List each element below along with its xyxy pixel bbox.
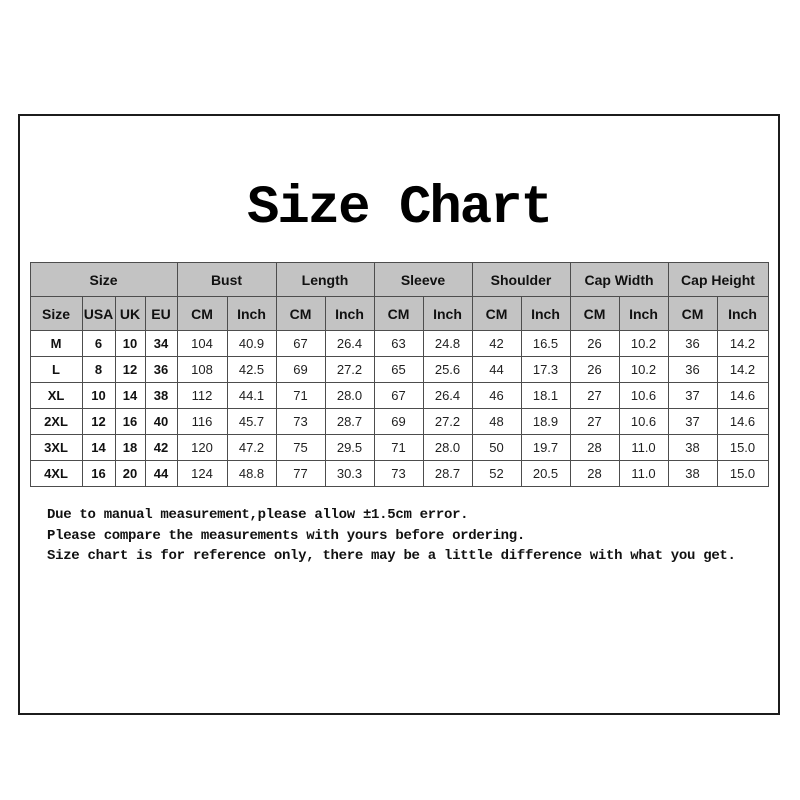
table-cell: 44 [145,461,177,487]
table-cell: 71 [374,435,423,461]
table-cell: 28.0 [423,435,472,461]
group-header-cell: Bust [177,263,276,297]
table-cell: 46 [472,383,521,409]
note-line: Due to manual measurement,please allow ±1.5cm error. [47,507,469,523]
subheader-cell: CM [668,297,717,331]
table-header [30,263,768,331]
table-cell: 10 [115,331,145,357]
table-cell: 3XL [30,435,82,461]
group-header-cell: Size [30,263,177,297]
group-header-cell: Cap Width [570,263,668,297]
table-cell: 2XL [30,409,82,435]
table-cell: 116 [177,409,227,435]
table-cell: 48.8 [227,461,276,487]
table-row [30,383,768,409]
table-cell: 36 [145,357,177,383]
table-cell: 24.8 [423,331,472,357]
table-cell: 36 [668,357,717,383]
table-cell: 36 [668,331,717,357]
table-row [30,435,768,461]
table-cell: 47.2 [227,435,276,461]
measurement-notes [47,505,778,567]
table-cell: 38 [668,435,717,461]
table-cell: 69 [276,357,325,383]
table-cell: 14 [82,435,115,461]
table-cell: 16.5 [521,331,570,357]
table-subheader-row [30,297,768,331]
table-cell: 26.4 [325,331,374,357]
subheader-cell: Inch [423,297,472,331]
table-cell: 14.2 [717,331,768,357]
table-cell: 75 [276,435,325,461]
table-cell: 15.0 [717,435,768,461]
table-cell: 42 [472,331,521,357]
table-cell: 29.5 [325,435,374,461]
table-cell: 10.6 [619,409,668,435]
table-cell: 14.2 [717,357,768,383]
table-cell: 37 [668,383,717,409]
table-cell: 18 [115,435,145,461]
table-cell: 4XL [30,461,82,487]
table-group-header-row [30,263,768,297]
table-cell: 71 [276,383,325,409]
subheader-cell: Inch [521,297,570,331]
subheader-cell: CM [570,297,619,331]
table-cell: 73 [374,461,423,487]
table-cell: 44.1 [227,383,276,409]
table-row [30,409,768,435]
table-cell: 69 [374,409,423,435]
table-cell: 124 [177,461,227,487]
table-row [30,357,768,383]
table-row [30,331,768,357]
table-cell: 67 [276,331,325,357]
table-cell: 44 [472,357,521,383]
table-cell: 18.1 [521,383,570,409]
table-cell: 17.3 [521,357,570,383]
table-cell: 28.7 [423,461,472,487]
table-cell: 28 [570,435,619,461]
table-cell: 25.6 [423,357,472,383]
table-cell: 14 [115,383,145,409]
table-cell: 28.7 [325,409,374,435]
table-cell: 63 [374,331,423,357]
table-cell: 12 [82,409,115,435]
table-cell: XL [30,383,82,409]
content-frame [18,114,780,715]
subheader-cell: CM [276,297,325,331]
group-header-cell: Cap Height [668,263,768,297]
table-cell: L [30,357,82,383]
note-line: Please compare the measurements with yours before ordering. [47,527,525,544]
subheader-cell: Inch [325,297,374,331]
table-cell: 27 [570,409,619,435]
table-cell: 120 [177,435,227,461]
table-cell: 14.6 [717,409,768,435]
table-cell: 112 [177,383,227,409]
table-cell: 104 [177,331,227,357]
table-cell: 77 [276,461,325,487]
table-cell: 10.2 [619,357,668,383]
subheader-cell: CM [374,297,423,331]
page-title: Size Chart [246,178,552,239]
table-cell: 30.3 [325,461,374,487]
table-cell: 28 [570,461,619,487]
table-cell: 20.5 [521,461,570,487]
table-cell: 27.2 [423,409,472,435]
table-cell: 27 [570,383,619,409]
table-cell: 10 [82,383,115,409]
table-cell: 20 [115,461,145,487]
table-cell: 34 [145,331,177,357]
table-cell: 38 [145,383,177,409]
group-header-cell: Shoulder [472,263,570,297]
table-cell: 18.9 [521,409,570,435]
group-header-cell: Length [276,263,374,297]
table-cell: 108 [177,357,227,383]
table-cell: 48 [472,409,521,435]
table-cell: 52 [472,461,521,487]
subheader-cell: EU [145,297,177,331]
table-cell: 16 [115,409,145,435]
table-cell: 15.0 [717,461,768,487]
note-line: Size chart is for reference only, there may be a little difference with what you get. [47,548,736,564]
table-cell: 65 [374,357,423,383]
table-cell: 50 [472,435,521,461]
table-cell: 10.2 [619,331,668,357]
table-cell: 19.7 [521,435,570,461]
table-cell: 40.9 [227,331,276,357]
table-cell: 11.0 [619,461,668,487]
subheader-cell: UK [115,297,145,331]
table-cell: 38 [668,461,717,487]
table-cell: 11.0 [619,435,668,461]
table-cell: 16 [82,461,115,487]
table-cell: 26.4 [423,383,472,409]
table-row [30,461,768,487]
subheader-cell: Inch [619,297,668,331]
table-cell: M [30,331,82,357]
table-cell: 28.0 [325,383,374,409]
table-cell: 8 [82,357,115,383]
table-cell: 12 [115,357,145,383]
table-body [30,331,768,487]
table-cell: 42.5 [227,357,276,383]
subheader-cell: CM [177,297,227,331]
table-cell: 73 [276,409,325,435]
table-cell: 10.6 [619,383,668,409]
subheader-cell: USA [82,297,115,331]
group-header-cell: Sleeve [374,263,472,297]
table-cell: 37 [668,409,717,435]
table-cell: 14.6 [717,383,768,409]
size-table [30,262,769,487]
table-cell: 26 [570,331,619,357]
table-cell: 67 [374,383,423,409]
subheader-cell: CM [472,297,521,331]
table-cell: 45.7 [227,409,276,435]
subheader-cell: Size [30,297,82,331]
table-cell: 27.2 [325,357,374,383]
table-cell: 26 [570,357,619,383]
table-cell: 6 [82,331,115,357]
table-cell: 42 [145,435,177,461]
subheader-cell: Inch [717,297,768,331]
table-cell: 40 [145,409,177,435]
subheader-cell: Inch [227,297,276,331]
